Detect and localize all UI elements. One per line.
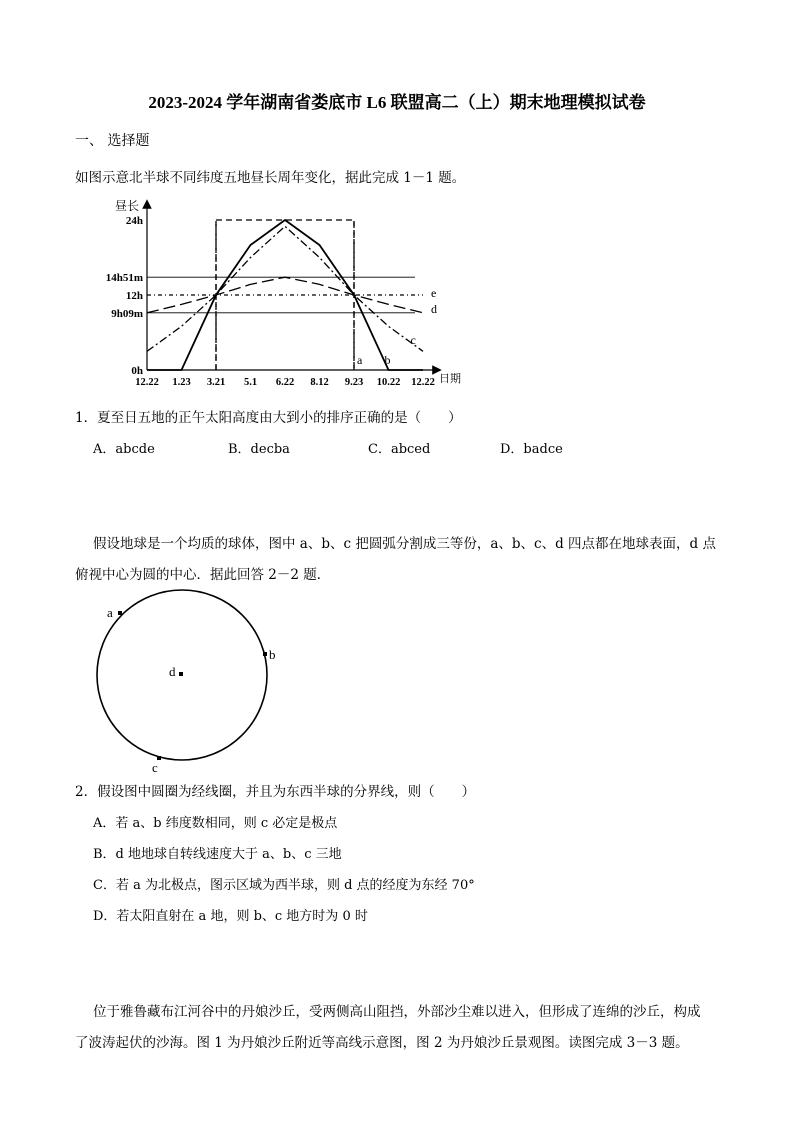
question-1-stem: 1．夏至日五地的正午太阳高度由大到小的排序正确的是（ ）	[75, 410, 462, 426]
point-a-marker	[118, 611, 122, 615]
y-tick-label: 12h	[125, 290, 143, 302]
q2-option-b[interactable]: B．d 地地球自转线速度大于 a、b、c 三地	[93, 847, 342, 862]
point-d-marker	[179, 672, 183, 676]
question-2-stem: 2．假设图中圆圈为经线圈，并且为东西半球的分界线，则（ ）	[75, 784, 476, 800]
point-b-label: b	[269, 647, 276, 662]
q2-option-c[interactable]: C．若 a 为北极点，图示区域为西半球，则 d 点的经度为东经 70°	[93, 878, 475, 893]
chart-axes	[147, 204, 437, 370]
series-label-b: b	[384, 353, 391, 367]
series-label-e: e	[431, 286, 437, 300]
question-intro-2-line2: 俯视中心为圆的中心．据此回答 2－2 题．	[75, 567, 331, 583]
x-tick-label: 8.12	[310, 377, 329, 388]
point-a-label: a	[107, 605, 113, 620]
question-intro-3-line1: 位于雅鲁藏布江河谷中的丹娘沙丘，受两侧高山阻挡，外部沙尘难以进入，但形成了连绵的沙丘，构成	[93, 1004, 701, 1020]
question-intro-3-line2: 了波涛起伏的沙海。图 1 为丹娘沙丘附近等高线示意图，图 2 为丹娘沙丘景观图。读图完成 3－3 题。	[75, 1035, 689, 1051]
q1-option-d[interactable]: D．badce	[500, 442, 563, 457]
q2-option-d[interactable]: D．若太阳直射在 a 地，则 b、c 地方时为 0 时	[93, 909, 368, 924]
question-intro-2-line1: 假设地球是一个均质的球体，图中 a、b、c 把圆弧分割成三等份，a、b、c、d 四点都在地球表面，d 点	[93, 536, 716, 552]
x-tick-label: 5.1	[243, 377, 258, 388]
x-tick-label: 10.22	[376, 377, 401, 388]
series-label-d: d	[431, 301, 437, 316]
series-label-c: c	[410, 333, 416, 347]
y-tick-label: 24h	[125, 215, 143, 227]
y-tick-label: 9h09m	[111, 307, 143, 320]
q1-option-c[interactable]: C．abced	[368, 442, 431, 457]
q2-option-a[interactable]: A．若 a、b 纬度数相同，则 c 必定是极点	[93, 816, 338, 831]
y-tick-label: 0h	[131, 365, 143, 377]
x-tick-label: 1.23	[172, 377, 191, 388]
point-b-marker	[263, 652, 267, 656]
x-tick-label: 12.22	[411, 377, 435, 388]
question-intro-1: 如图示意北半球不同纬度五地昼长周年变化，据此完成 1－1 题。	[75, 170, 466, 186]
x-tick-label: 12.22	[135, 377, 159, 388]
x-tick-label: 6.22	[275, 377, 295, 388]
section-heading: 一、 选择题	[75, 133, 150, 149]
series-line-c	[147, 226, 423, 351]
y-axis-title: 昼长	[115, 199, 140, 213]
point-d-label: d	[169, 664, 176, 679]
q1-option-a[interactable]: A．abcde	[93, 442, 155, 457]
y-tick-label: 14h51m	[105, 272, 143, 285]
x-tick-label: 9.23	[344, 377, 364, 388]
daylength-chart	[95, 198, 465, 393]
meridian-circle-figure	[90, 585, 290, 775]
page-title: 2023-2024 学年湖南省娄底市 L6 联盟高二（上）期末地理模拟试卷	[148, 93, 646, 112]
q1-option-b[interactable]: B．decba	[228, 442, 290, 457]
x-tick-label: 3.21	[206, 377, 226, 388]
point-c-label: c	[152, 760, 158, 775]
series-label-a: a	[357, 353, 363, 367]
x-axis-title: 日期	[439, 373, 461, 385]
